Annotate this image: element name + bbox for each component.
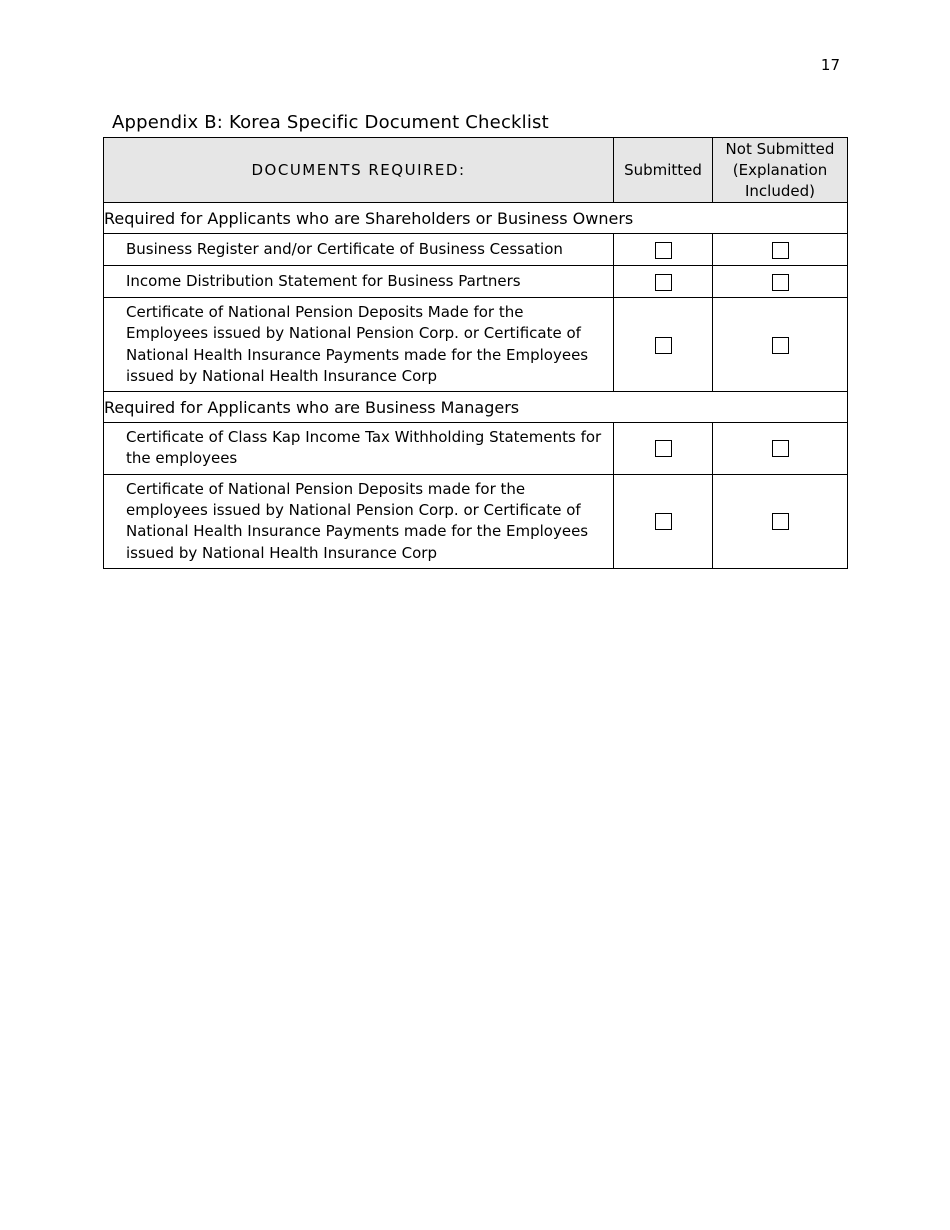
- not-submitted-cell: [713, 234, 848, 266]
- submitted-checkbox[interactable]: [655, 242, 672, 259]
- document-name: Certificate of National Pension Deposits made for the employees issued by National Pension Corp. or Certificate of National Health Insurance Payments made for the Employees issued by National Health Insurance Corp: [104, 474, 614, 568]
- header-not-submitted: Not Submitted (Explanation Included): [713, 138, 848, 203]
- not-submitted-checkbox[interactable]: [772, 274, 789, 291]
- submitted-cell: [614, 234, 713, 266]
- submitted-cell: [614, 474, 713, 568]
- document-name: Income Distribution Statement for Business Partners: [104, 266, 614, 298]
- document-name: Business Register and/or Certificate of Business Cessation: [104, 234, 614, 266]
- not-submitted-checkbox[interactable]: [772, 337, 789, 354]
- not-submitted-cell: [713, 266, 848, 298]
- document-name: Certificate of National Pension Deposits Made for the Employees issued by National Pension Corp. or Certificate of National Health Insurance Payments made for the Employees issued by National Health Insurance Corp: [104, 298, 614, 392]
- table-row: [104, 474, 848, 568]
- table-header-row: [104, 138, 848, 203]
- submitted-checkbox[interactable]: [655, 440, 672, 457]
- submitted-checkbox[interactable]: [655, 274, 672, 291]
- section-row-shareholders: [104, 203, 848, 234]
- appendix-title: Appendix B: Korea Specific Document Checklist: [112, 112, 549, 133]
- not-submitted-cell: [713, 298, 848, 392]
- header-documents-required: DOCUMENTS REQUIRED:: [104, 138, 614, 203]
- submitted-cell: [614, 266, 713, 298]
- document-name: Certificate of Class Kap Income Tax Withholding Statements for the employees: [104, 423, 614, 475]
- table-row: [104, 298, 848, 392]
- table-row: [104, 266, 848, 298]
- document-checklist-table: [103, 137, 848, 569]
- page-number: 17: [820, 56, 840, 74]
- not-submitted-checkbox[interactable]: [772, 513, 789, 530]
- section-heading: Required for Applicants who are Shareholders or Business Owners: [104, 203, 848, 234]
- section-row-managers: [104, 392, 848, 423]
- header-submitted: Submitted: [614, 138, 713, 203]
- not-submitted-cell: [713, 423, 848, 475]
- submitted-checkbox[interactable]: [655, 337, 672, 354]
- not-submitted-checkbox[interactable]: [772, 242, 789, 259]
- table-row: [104, 423, 848, 475]
- submitted-checkbox[interactable]: [655, 513, 672, 530]
- submitted-cell: [614, 423, 713, 475]
- not-submitted-cell: [713, 474, 848, 568]
- submitted-cell: [614, 298, 713, 392]
- not-submitted-checkbox[interactable]: [772, 440, 789, 457]
- table-row: [104, 234, 848, 266]
- section-heading: Required for Applicants who are Business Managers: [104, 392, 848, 423]
